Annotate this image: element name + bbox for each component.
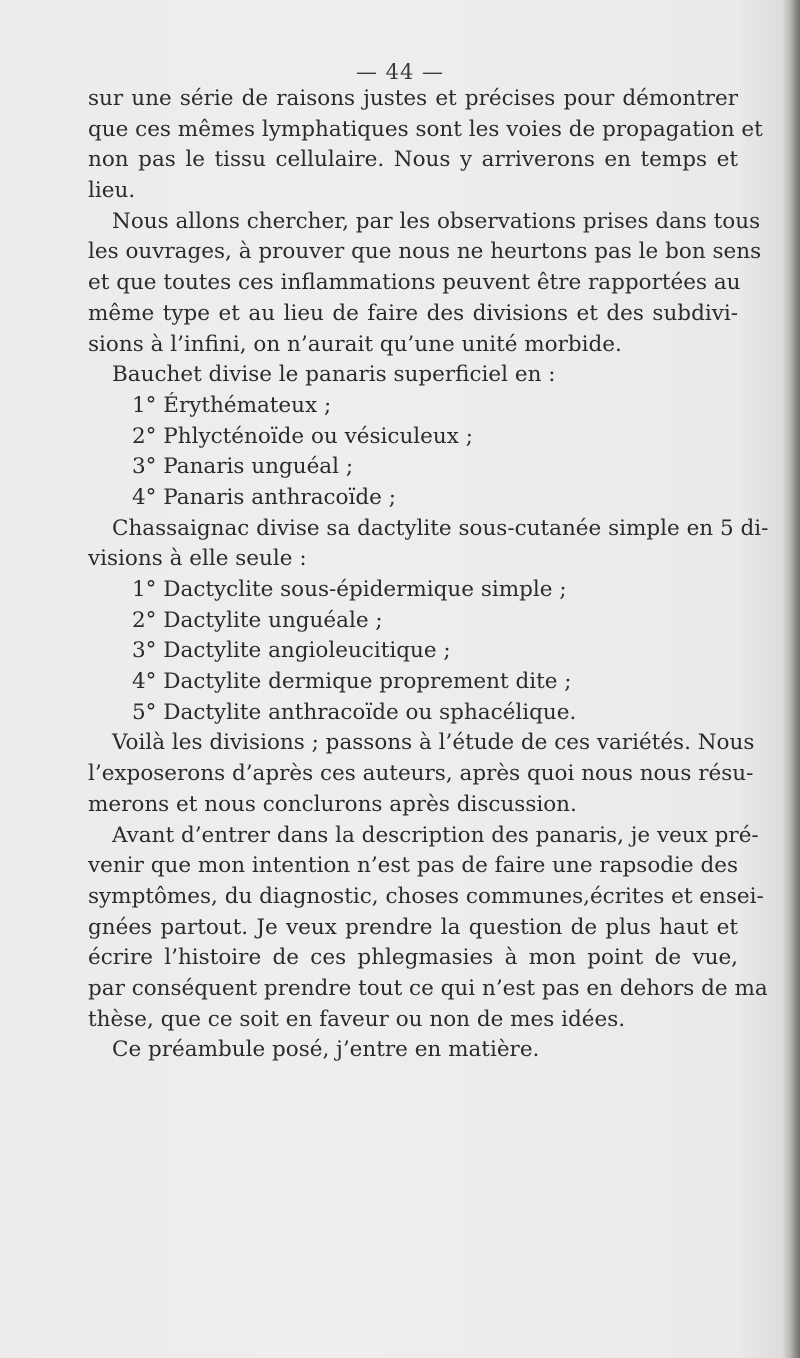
page-number: — 44 — — [355, 60, 445, 84]
text-line: sions à l’infini, on n’aurait qu’une unité morbide. — [88, 331, 622, 357]
text-line: Chassaignac divise sa dactylite sous-cutanée simple en 5 di- — [112, 515, 769, 541]
text-line: et que toutes ces inflammations peuvent être rapportées au — [88, 270, 741, 296]
list-item: 1° Érythémateux ; — [132, 392, 332, 418]
text-line: symptômes, du diagnostic, choses communes,écrites et ensei- — [88, 883, 764, 909]
text-line: visions à elle seule : — [88, 546, 307, 572]
list-item: 5° Dactylite anthracoïde ou sphacélique. — [132, 699, 577, 725]
text-line: thèse, que ce soit en faveur ou non de mes idées. — [88, 1006, 626, 1032]
list-item: 1° Dactyclite sous-épidermique simple ; — [132, 577, 567, 602]
text-line: merons et nous conclurons après discussion. — [88, 791, 577, 817]
list-item: 4° Panaris anthracoïde ; — [132, 484, 396, 510]
text-line: Nous allons chercher, par les observations prises dans tous — [112, 208, 761, 234]
text-line: par conséquent prendre tout ce qui n’est pas en dehors de ma — [88, 975, 768, 1001]
text-line: Ce préambule posé, j’entre en matière. — [112, 1037, 540, 1063]
text-line: que ces mêmes lymphatiques sont les voies de propagation et — [88, 116, 763, 142]
text-line: venir que mon intention n’est pas de faire une rapsodie des — [88, 853, 738, 879]
text-line: Voilà les divisions ; passons à l’étude de ces variétés. Nous — [112, 730, 755, 756]
list-item: 4° Dactylite dermique proprement dite ; — [132, 669, 572, 695]
text-line: les ouvrages, à prouver que nous ne heurtons pas le bon sens — [88, 239, 762, 265]
text-line: gnées partout. Je veux prendre la question de plus haut et — [88, 914, 738, 940]
list-item: 3° Panaris unguéal ; — [132, 454, 354, 480]
body-text — [88, 84, 769, 1066]
list-item: 2° Phlycténoïde ou vésiculeux ; — [132, 423, 473, 449]
text-line: non pas le tissu cellulaire. Nous y arriverons en temps et — [88, 147, 738, 173]
text-line: même type et au lieu de faire des divisions et des subdivi- — [88, 300, 738, 326]
text-line: écrire l’histoire de ces phlegmasies à mon point de vue, — [88, 945, 738, 971]
text-line: l’exposerons d’après ces auteurs, après quoi nous nous résu- — [88, 761, 754, 787]
list-item: 3° Dactylite angioleucitique ; — [132, 638, 451, 664]
text-line: sur une série de raisons justes et précises pour démontrer — [88, 86, 738, 111]
page-edge-shadow — [782, 0, 800, 1358]
text-line: Avant d’entrer dans la description des panaris, je veux pré- — [112, 822, 759, 848]
list-item: 2° Dactylite unguéale ; — [132, 607, 383, 633]
text-line: lieu. — [88, 178, 136, 204]
text-line: Bauchet divise le panaris superficiel en : — [112, 362, 556, 388]
